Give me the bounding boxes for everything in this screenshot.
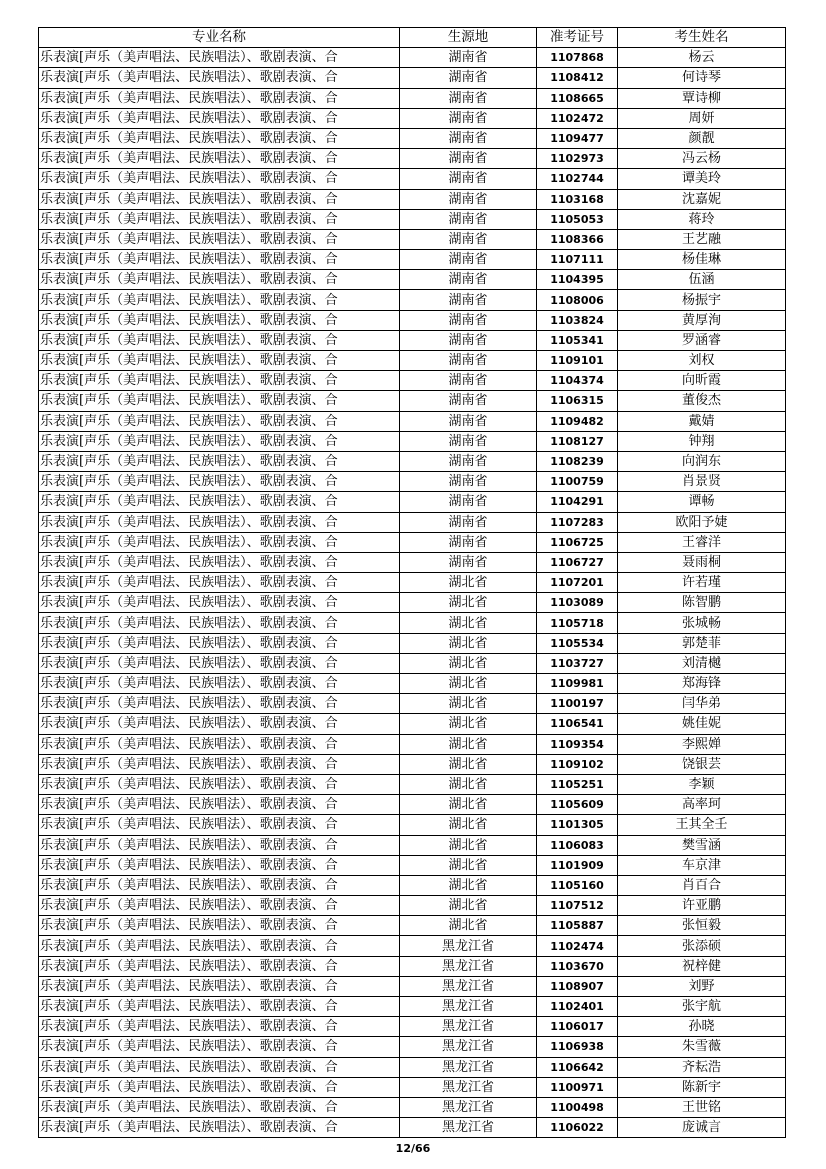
major-cell: 乐表演[声乐（美声唱法、民族唱法）、歌剧表演、合	[39, 310, 400, 330]
candidate-name-cell: 齐耘浩	[618, 1057, 786, 1077]
header-candidate-name: 考生姓名	[618, 28, 786, 48]
origin-cell: 湖南省	[400, 512, 537, 532]
candidate-name-cell: 孙晓	[618, 1017, 786, 1037]
table-row	[39, 250, 786, 270]
exam-number-cell: 1106938	[537, 1037, 618, 1057]
major-cell: 乐表演[声乐（美声唱法、民族唱法）、歌剧表演、合	[39, 694, 400, 714]
table-row	[39, 290, 786, 310]
candidate-name-cell: 郭楚菲	[618, 633, 786, 653]
origin-cell: 湖北省	[400, 694, 537, 714]
exam-number-cell: 1100759	[537, 472, 618, 492]
table-row	[39, 532, 786, 552]
origin-cell: 湖北省	[400, 835, 537, 855]
exam-number-cell: 1106642	[537, 1057, 618, 1077]
table-row	[39, 552, 786, 572]
table-row	[39, 330, 786, 350]
exam-number-cell: 1103824	[537, 310, 618, 330]
origin-cell: 黑龙江省	[400, 1017, 537, 1037]
origin-cell: 湖北省	[400, 774, 537, 794]
candidate-name-cell: 覃诗柳	[618, 88, 786, 108]
major-cell: 乐表演[声乐（美声唱法、民族唱法）、歌剧表演、合	[39, 1097, 400, 1117]
major-cell: 乐表演[声乐（美声唱法、民族唱法）、歌剧表演、合	[39, 855, 400, 875]
candidate-name-cell: 杨佳琳	[618, 250, 786, 270]
major-cell: 乐表演[声乐（美声唱法、民族唱法）、歌剧表演、合	[39, 88, 400, 108]
major-cell: 乐表演[声乐（美声唱法、民族唱法）、歌剧表演、合	[39, 1037, 400, 1057]
origin-cell: 黑龙江省	[400, 936, 537, 956]
exam-number-cell: 1107512	[537, 896, 618, 916]
origin-cell: 黑龙江省	[400, 1118, 537, 1138]
candidate-name-cell: 罗涵睿	[618, 330, 786, 350]
origin-cell: 黑龙江省	[400, 1057, 537, 1077]
candidate-name-cell: 伍涵	[618, 270, 786, 290]
candidate-name-cell: 王其全壬	[618, 815, 786, 835]
table-row	[39, 976, 786, 996]
candidate-name-cell: 姚佳妮	[618, 714, 786, 734]
major-cell: 乐表演[声乐（美声唱法、民族唱法）、歌剧表演、合	[39, 896, 400, 916]
exam-number-cell: 1100197	[537, 694, 618, 714]
candidate-name-cell: 谭美玲	[618, 169, 786, 189]
origin-cell: 湖北省	[400, 754, 537, 774]
candidate-name-cell: 谭畅	[618, 492, 786, 512]
table-row	[39, 795, 786, 815]
candidate-name-cell: 张城畅	[618, 613, 786, 633]
exam-number-cell: 1106315	[537, 391, 618, 411]
table-row	[39, 835, 786, 855]
exam-number-cell: 1108907	[537, 976, 618, 996]
exam-number-cell: 1103670	[537, 956, 618, 976]
exam-number-cell: 1102744	[537, 169, 618, 189]
origin-cell: 湖南省	[400, 290, 537, 310]
origin-cell: 湖南省	[400, 492, 537, 512]
candidate-name-cell: 刘权	[618, 351, 786, 371]
exam-number-cell: 1103089	[537, 593, 618, 613]
table-row	[39, 68, 786, 88]
exam-number-cell: 1104291	[537, 492, 618, 512]
candidate-name-cell: 樊雪涵	[618, 835, 786, 855]
table-row	[39, 229, 786, 249]
major-cell: 乐表演[声乐（美声唱法、民族唱法）、歌剧表演、合	[39, 1057, 400, 1077]
major-cell: 乐表演[声乐（美声唱法、民族唱法）、歌剧表演、合	[39, 250, 400, 270]
exam-number-cell: 1106727	[537, 552, 618, 572]
table-row	[39, 774, 786, 794]
table-row	[39, 1057, 786, 1077]
origin-cell: 黑龙江省	[400, 997, 537, 1017]
origin-cell: 湖北省	[400, 674, 537, 694]
major-cell: 乐表演[声乐（美声唱法、民族唱法）、歌剧表演、合	[39, 714, 400, 734]
table-row	[39, 1097, 786, 1117]
origin-cell: 湖南省	[400, 169, 537, 189]
major-cell: 乐表演[声乐（美声唱法、民族唱法）、歌剧表演、合	[39, 936, 400, 956]
major-cell: 乐表演[声乐（美声唱法、民族唱法）、歌剧表演、合	[39, 431, 400, 451]
origin-cell: 湖北省	[400, 916, 537, 936]
origin-cell: 湖南省	[400, 108, 537, 128]
major-cell: 乐表演[声乐（美声唱法、民族唱法）、歌剧表演、合	[39, 552, 400, 572]
table-row	[39, 633, 786, 653]
candidate-name-cell: 颜靓	[618, 128, 786, 148]
major-cell: 乐表演[声乐（美声唱法、民族唱法）、歌剧表演、合	[39, 875, 400, 895]
table-row	[39, 169, 786, 189]
candidate-name-cell: 周妍	[618, 108, 786, 128]
origin-cell: 湖南省	[400, 270, 537, 290]
origin-cell: 湖南省	[400, 68, 537, 88]
origin-cell: 湖北省	[400, 714, 537, 734]
major-cell: 乐表演[声乐（美声唱法、民族唱法）、歌剧表演、合	[39, 512, 400, 532]
origin-cell: 湖北省	[400, 653, 537, 673]
candidate-name-cell: 陈新宇	[618, 1077, 786, 1097]
major-cell: 乐表演[声乐（美声唱法、民族唱法）、歌剧表演、合	[39, 229, 400, 249]
candidate-name-cell: 欧阳予婕	[618, 512, 786, 532]
table-header-row	[39, 28, 786, 48]
candidate-name-cell: 刘野	[618, 976, 786, 996]
origin-cell: 湖北省	[400, 593, 537, 613]
exam-number-cell: 1108006	[537, 290, 618, 310]
table-row	[39, 189, 786, 209]
major-cell: 乐表演[声乐（美声唱法、民族唱法）、歌剧表演、合	[39, 795, 400, 815]
table-row	[39, 391, 786, 411]
table-row	[39, 512, 786, 532]
origin-cell: 黑龙江省	[400, 956, 537, 976]
exam-number-cell: 1104374	[537, 371, 618, 391]
origin-cell: 湖北省	[400, 573, 537, 593]
candidate-name-cell: 车京津	[618, 855, 786, 875]
exam-number-cell: 1109102	[537, 754, 618, 774]
major-cell: 乐表演[声乐（美声唱法、民族唱法）、歌剧表演、合	[39, 68, 400, 88]
major-cell: 乐表演[声乐（美声唱法、民族唱法）、歌剧表演、合	[39, 593, 400, 613]
page-number: 12/66	[395, 1142, 431, 1155]
origin-cell: 湖北省	[400, 855, 537, 875]
major-cell: 乐表演[声乐（美声唱法、民族唱法）、歌剧表演、合	[39, 351, 400, 371]
exam-number-cell: 1107868	[537, 48, 618, 68]
table-row	[39, 88, 786, 108]
exam-number-cell: 1108239	[537, 451, 618, 471]
exam-number-cell: 1109101	[537, 351, 618, 371]
origin-cell: 湖南省	[400, 451, 537, 471]
exam-number-cell: 1105609	[537, 795, 618, 815]
exam-number-cell: 1108366	[537, 229, 618, 249]
table-row	[39, 209, 786, 229]
candidate-name-cell: 向昕霞	[618, 371, 786, 391]
major-cell: 乐表演[声乐（美声唱法、民族唱法）、歌剧表演、合	[39, 169, 400, 189]
exam-number-cell: 1105887	[537, 916, 618, 936]
table-row	[39, 573, 786, 593]
exam-number-cell: 1101305	[537, 815, 618, 835]
major-cell: 乐表演[声乐（美声唱法、民族唱法）、歌剧表演、合	[39, 1017, 400, 1037]
table-row	[39, 714, 786, 734]
table-row	[39, 472, 786, 492]
table-row	[39, 492, 786, 512]
origin-cell: 黑龙江省	[400, 1097, 537, 1117]
candidate-name-cell: 陈智鹏	[618, 593, 786, 613]
exam-number-cell: 1101909	[537, 855, 618, 875]
candidate-name-cell: 许亚鹏	[618, 896, 786, 916]
table-row	[39, 1077, 786, 1097]
table-row	[39, 734, 786, 754]
exam-number-cell: 1100971	[537, 1077, 618, 1097]
exam-number-cell: 1107201	[537, 573, 618, 593]
major-cell: 乐表演[声乐（美声唱法、民族唱法）、歌剧表演、合	[39, 290, 400, 310]
exam-number-cell: 1100498	[537, 1097, 618, 1117]
origin-cell: 湖南省	[400, 391, 537, 411]
candidate-name-cell: 何诗琴	[618, 68, 786, 88]
candidate-name-cell: 李熙婵	[618, 734, 786, 754]
origin-cell: 湖北省	[400, 613, 537, 633]
candidate-name-cell: 张恒毅	[618, 916, 786, 936]
exam-number-cell: 1102472	[537, 108, 618, 128]
exam-number-cell: 1109981	[537, 674, 618, 694]
major-cell: 乐表演[声乐（美声唱法、民族唱法）、歌剧表演、合	[39, 391, 400, 411]
table-row	[39, 1118, 786, 1138]
major-cell: 乐表演[声乐（美声唱法、民族唱法）、歌剧表演、合	[39, 997, 400, 1017]
major-cell: 乐表演[声乐（美声唱法、民族唱法）、歌剧表演、合	[39, 411, 400, 431]
table-row	[39, 593, 786, 613]
candidate-name-cell: 张添硕	[618, 936, 786, 956]
origin-cell: 湖南省	[400, 310, 537, 330]
exam-number-cell: 1104395	[537, 270, 618, 290]
major-cell: 乐表演[声乐（美声唱法、民族唱法）、歌剧表演、合	[39, 754, 400, 774]
exam-number-cell: 1106541	[537, 714, 618, 734]
candidate-name-cell: 饶银芸	[618, 754, 786, 774]
candidate-name-cell: 刘清樾	[618, 653, 786, 673]
major-cell: 乐表演[声乐（美声唱法、民族唱法）、歌剧表演、合	[39, 472, 400, 492]
origin-cell: 湖南省	[400, 431, 537, 451]
candidate-name-cell: 沈嘉妮	[618, 189, 786, 209]
exam-number-cell: 1106083	[537, 835, 618, 855]
exam-number-cell: 1108127	[537, 431, 618, 451]
candidate-name-cell: 杨云	[618, 48, 786, 68]
major-cell: 乐表演[声乐（美声唱法、民族唱法）、歌剧表演、合	[39, 48, 400, 68]
table-row	[39, 128, 786, 148]
exam-number-cell: 1107111	[537, 250, 618, 270]
major-cell: 乐表演[声乐（美声唱法、民族唱法）、歌剧表演、合	[39, 674, 400, 694]
candidate-name-cell: 黄厚洵	[618, 310, 786, 330]
major-cell: 乐表演[声乐（美声唱法、民族唱法）、歌剧表演、合	[39, 613, 400, 633]
exam-number-cell: 1103727	[537, 653, 618, 673]
exam-number-cell: 1109477	[537, 128, 618, 148]
table-row	[39, 451, 786, 471]
table-row	[39, 896, 786, 916]
header-exam-number: 准考证号	[537, 28, 618, 48]
exam-number-cell: 1106725	[537, 532, 618, 552]
exam-number-cell: 1109482	[537, 411, 618, 431]
major-cell: 乐表演[声乐（美声唱法、民族唱法）、歌剧表演、合	[39, 573, 400, 593]
candidate-name-cell: 冯云杨	[618, 149, 786, 169]
origin-cell: 黑龙江省	[400, 976, 537, 996]
table-row	[39, 875, 786, 895]
major-cell: 乐表演[声乐（美声唱法、民族唱法）、歌剧表演、合	[39, 128, 400, 148]
table-row	[39, 270, 786, 290]
exam-number-cell: 1109354	[537, 734, 618, 754]
exam-number-cell: 1102474	[537, 936, 618, 956]
table-row	[39, 48, 786, 68]
major-cell: 乐表演[声乐（美声唱法、民族唱法）、歌剧表演、合	[39, 371, 400, 391]
table-row	[39, 411, 786, 431]
table-row	[39, 754, 786, 774]
candidate-name-cell: 董俊杰	[618, 391, 786, 411]
origin-cell: 湖北省	[400, 815, 537, 835]
candidate-name-cell: 朱雪薇	[618, 1037, 786, 1057]
major-cell: 乐表演[声乐（美声唱法、民族唱法）、歌剧表演、合	[39, 774, 400, 794]
origin-cell: 湖南省	[400, 411, 537, 431]
origin-cell: 湖北省	[400, 633, 537, 653]
exam-number-cell: 1107283	[537, 512, 618, 532]
origin-cell: 湖南省	[400, 552, 537, 572]
origin-cell: 湖南省	[400, 330, 537, 350]
exam-number-cell: 1108412	[537, 68, 618, 88]
origin-cell: 湖南省	[400, 149, 537, 169]
candidate-name-cell: 蒋玲	[618, 209, 786, 229]
major-cell: 乐表演[声乐（美声唱法、民族唱法）、歌剧表演、合	[39, 108, 400, 128]
origin-cell: 黑龙江省	[400, 1077, 537, 1097]
table-row	[39, 936, 786, 956]
table-row	[39, 108, 786, 128]
candidate-name-cell: 张宇航	[618, 997, 786, 1017]
table-row	[39, 149, 786, 169]
major-cell: 乐表演[声乐（美声唱法、民族唱法）、歌剧表演、合	[39, 532, 400, 552]
major-cell: 乐表演[声乐（美声唱法、民族唱法）、歌剧表演、合	[39, 270, 400, 290]
table-row	[39, 613, 786, 633]
origin-cell: 湖南省	[400, 189, 537, 209]
origin-cell: 湖北省	[400, 896, 537, 916]
candidate-name-cell: 祝梓健	[618, 956, 786, 976]
candidate-name-cell: 庞诚言	[618, 1118, 786, 1138]
major-cell: 乐表演[声乐（美声唱法、民族唱法）、歌剧表演、合	[39, 1077, 400, 1097]
major-cell: 乐表演[声乐（美声唱法、民族唱法）、歌剧表演、合	[39, 734, 400, 754]
exam-number-cell: 1105534	[537, 633, 618, 653]
exam-number-cell: 1108665	[537, 88, 618, 108]
candidate-name-cell: 钟翔	[618, 431, 786, 451]
origin-cell: 湖南省	[400, 229, 537, 249]
major-cell: 乐表演[声乐（美声唱法、民族唱法）、歌剧表演、合	[39, 149, 400, 169]
table-row	[39, 956, 786, 976]
major-cell: 乐表演[声乐（美声唱法、民族唱法）、歌剧表演、合	[39, 653, 400, 673]
exam-number-cell: 1105718	[537, 613, 618, 633]
major-cell: 乐表演[声乐（美声唱法、民族唱法）、歌剧表演、合	[39, 976, 400, 996]
origin-cell: 湖北省	[400, 734, 537, 754]
exam-number-cell: 1106022	[537, 1118, 618, 1138]
exam-number-cell: 1105341	[537, 330, 618, 350]
table-body	[39, 48, 786, 1138]
origin-cell: 湖北省	[400, 875, 537, 895]
table-row	[39, 1017, 786, 1037]
candidate-name-cell: 王世铭	[618, 1097, 786, 1117]
major-cell: 乐表演[声乐（美声唱法、民族唱法）、歌剧表演、合	[39, 451, 400, 471]
candidate-name-cell: 王睿洋	[618, 532, 786, 552]
origin-cell: 黑龙江省	[400, 1037, 537, 1057]
candidate-name-cell: 向润东	[618, 451, 786, 471]
major-cell: 乐表演[声乐（美声唱法、民族唱法）、歌剧表演、合	[39, 189, 400, 209]
origin-cell: 湖南省	[400, 250, 537, 270]
exam-number-cell: 1103168	[537, 189, 618, 209]
header-origin: 生源地	[400, 28, 537, 48]
major-cell: 乐表演[声乐（美声唱法、民族唱法）、歌剧表演、合	[39, 815, 400, 835]
major-cell: 乐表演[声乐（美声唱法、民族唱法）、歌剧表演、合	[39, 330, 400, 350]
table-row	[39, 674, 786, 694]
exam-number-cell: 1105160	[537, 875, 618, 895]
origin-cell: 湖南省	[400, 209, 537, 229]
origin-cell: 湖南省	[400, 88, 537, 108]
table-row	[39, 916, 786, 936]
origin-cell: 湖南省	[400, 532, 537, 552]
table-row	[39, 371, 786, 391]
header-major: 专业名称	[39, 28, 400, 48]
origin-cell: 湖南省	[400, 351, 537, 371]
exam-number-cell: 1106017	[537, 1017, 618, 1037]
table-row	[39, 694, 786, 714]
candidate-name-cell: 许若瑾	[618, 573, 786, 593]
candidate-name-cell: 闫华弟	[618, 694, 786, 714]
table-row	[39, 1037, 786, 1057]
candidate-name-cell: 肖百合	[618, 875, 786, 895]
table-row	[39, 855, 786, 875]
origin-cell: 湖南省	[400, 371, 537, 391]
major-cell: 乐表演[声乐（美声唱法、民族唱法）、歌剧表演、合	[39, 835, 400, 855]
major-cell: 乐表演[声乐（美声唱法、民族唱法）、歌剧表演、合	[39, 956, 400, 976]
candidate-name-cell: 李颖	[618, 774, 786, 794]
exam-number-cell: 1102401	[537, 997, 618, 1017]
candidate-name-cell: 杨振宇	[618, 290, 786, 310]
candidate-name-cell: 郑海锋	[618, 674, 786, 694]
table-row	[39, 815, 786, 835]
candidate-name-cell: 聂雨桐	[618, 552, 786, 572]
major-cell: 乐表演[声乐（美声唱法、民族唱法）、歌剧表演、合	[39, 492, 400, 512]
table-row	[39, 653, 786, 673]
exam-number-cell: 1105251	[537, 774, 618, 794]
origin-cell: 湖南省	[400, 128, 537, 148]
table-row	[39, 351, 786, 371]
candidate-name-cell: 高率珂	[618, 795, 786, 815]
origin-cell: 湖南省	[400, 472, 537, 492]
major-cell: 乐表演[声乐（美声唱法、民族唱法）、歌剧表演、合	[39, 916, 400, 936]
exam-number-cell: 1102973	[537, 149, 618, 169]
major-cell: 乐表演[声乐（美声唱法、民族唱法）、歌剧表演、合	[39, 1118, 400, 1138]
candidate-name-cell: 肖景贤	[618, 472, 786, 492]
candidate-table	[38, 27, 786, 1138]
origin-cell: 湖北省	[400, 795, 537, 815]
exam-number-cell: 1105053	[537, 209, 618, 229]
table-row	[39, 997, 786, 1017]
table-row	[39, 431, 786, 451]
table-row	[39, 310, 786, 330]
origin-cell: 湖南省	[400, 48, 537, 68]
candidate-name-cell: 戴婧	[618, 411, 786, 431]
candidate-name-cell: 王艺融	[618, 229, 786, 249]
major-cell: 乐表演[声乐（美声唱法、民族唱法）、歌剧表演、合	[39, 209, 400, 229]
major-cell: 乐表演[声乐（美声唱法、民族唱法）、歌剧表演、合	[39, 633, 400, 653]
